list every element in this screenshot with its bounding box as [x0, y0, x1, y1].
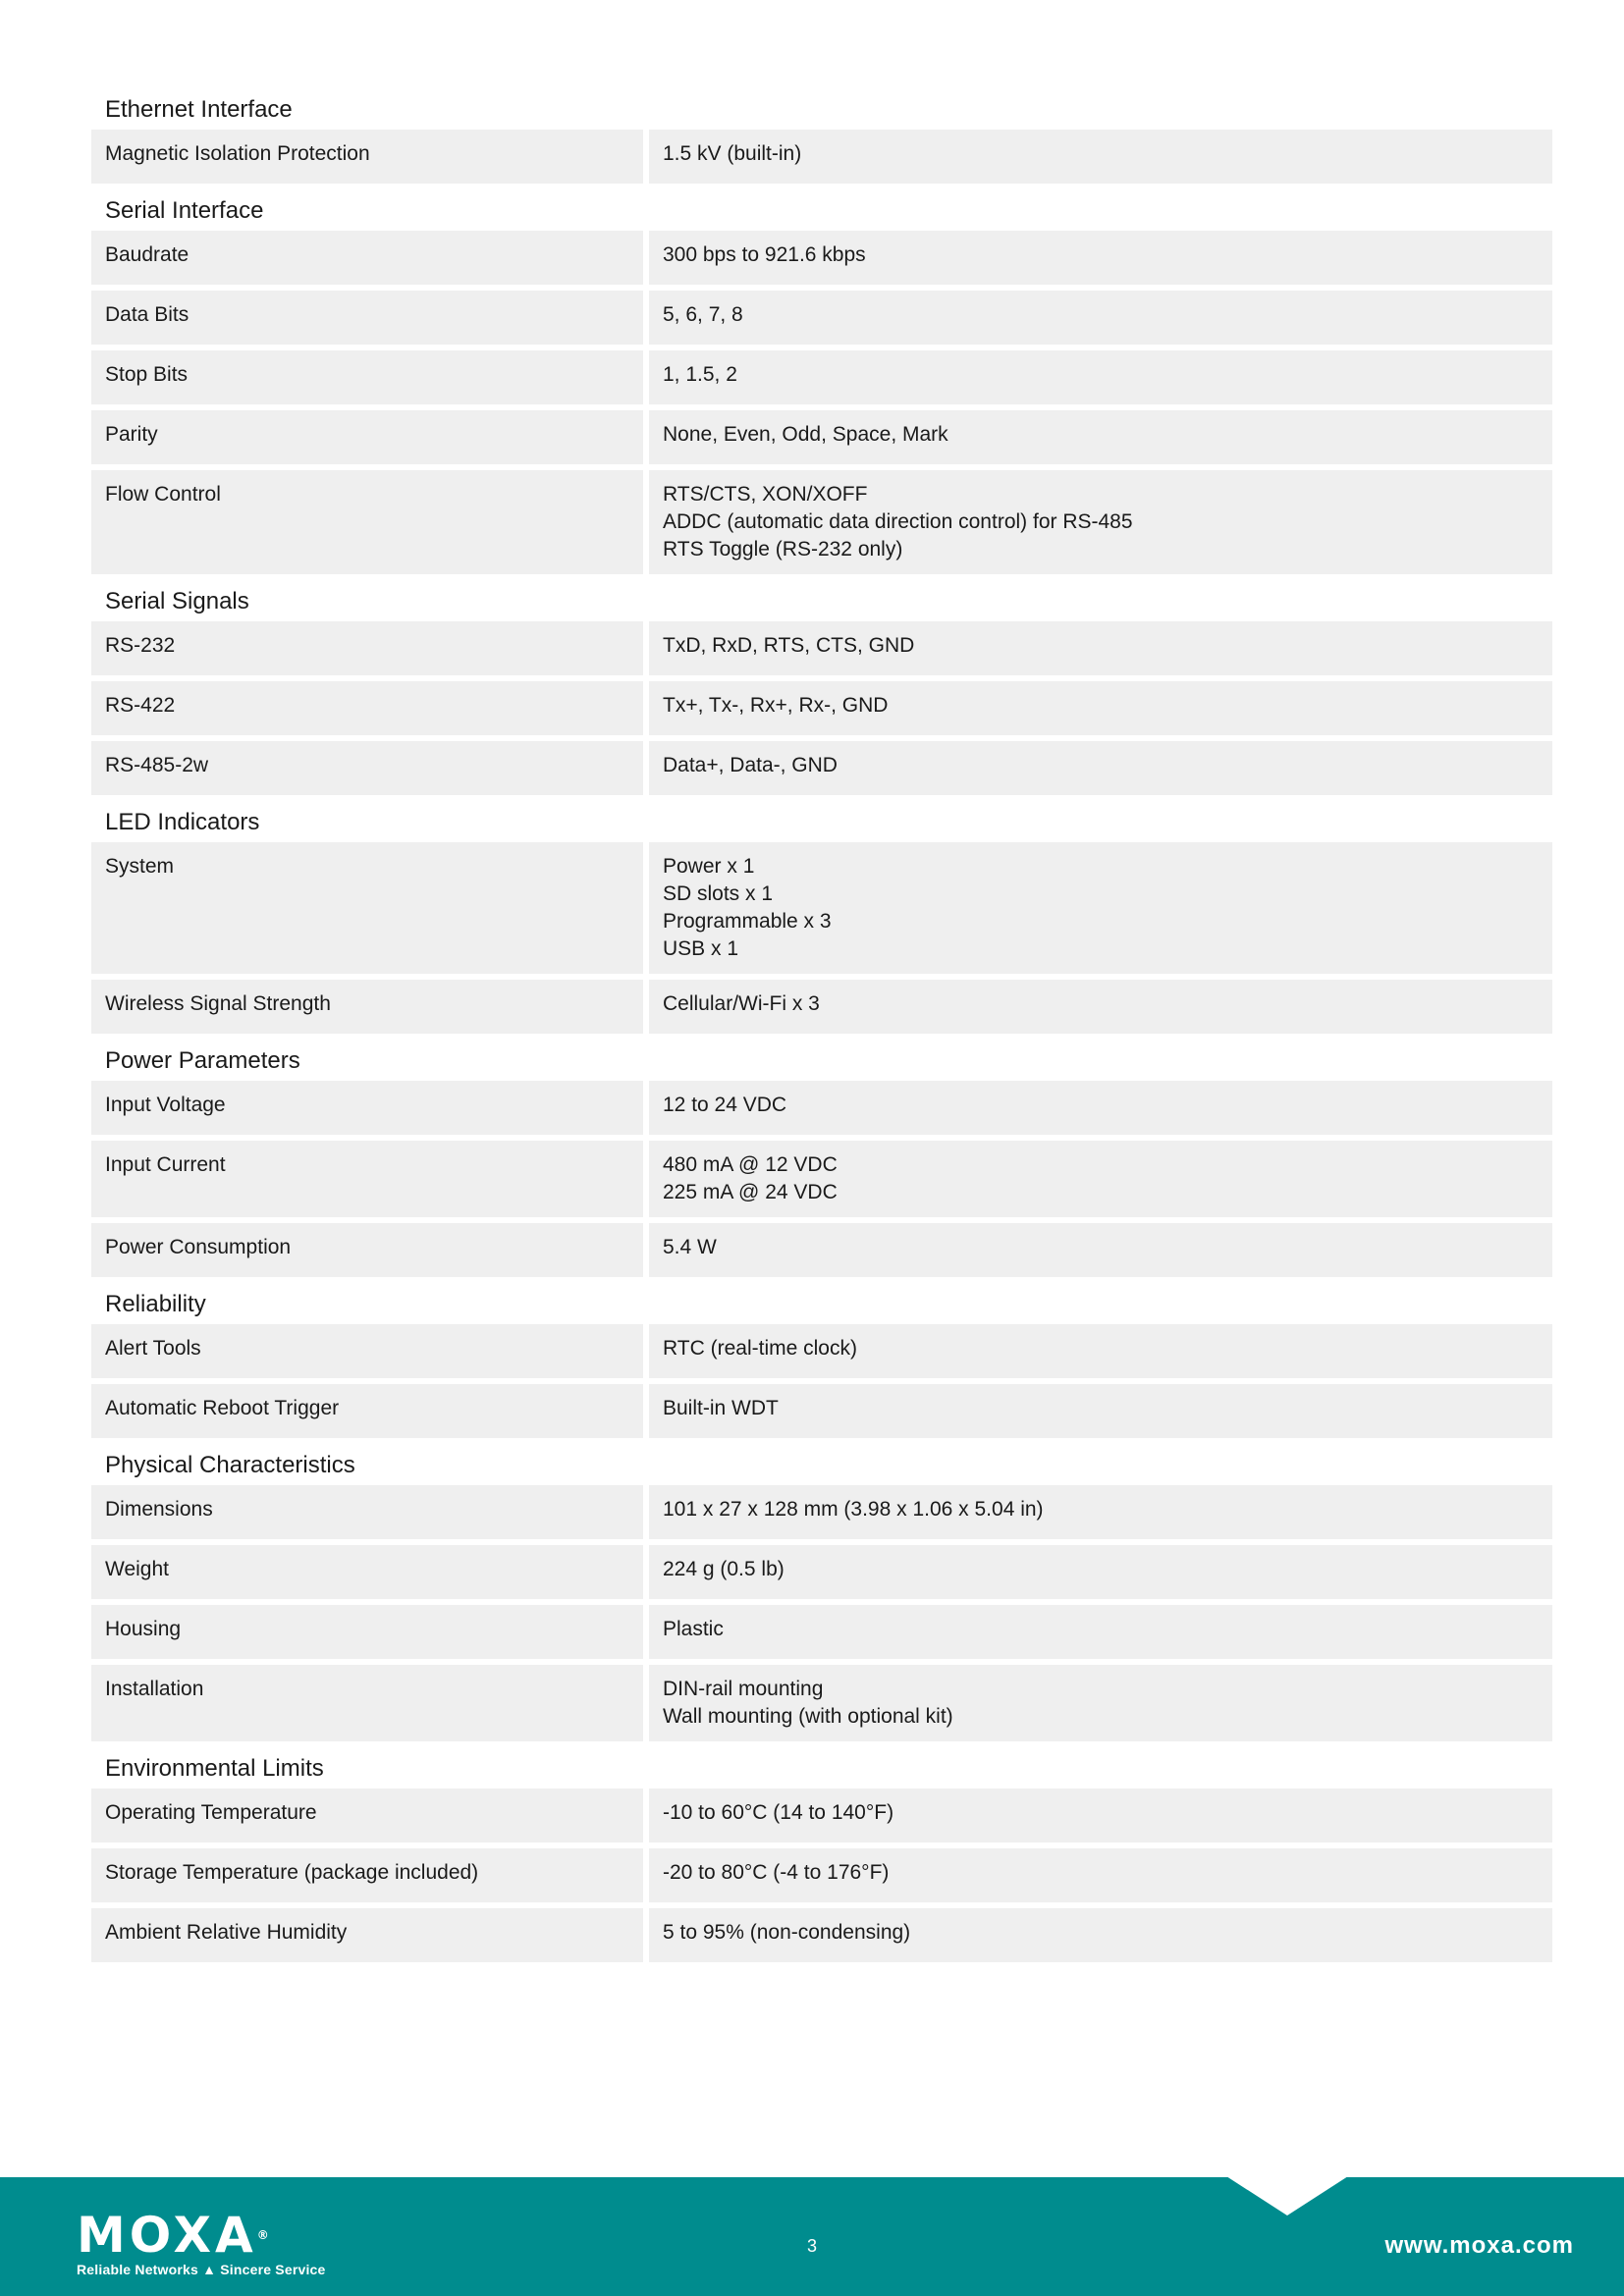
section-title: Environmental Limits: [105, 1755, 324, 1782]
spec-value: [649, 1485, 1552, 1539]
logo-tagline: Reliable Networks ▲ Sincere Service: [77, 2262, 326, 2277]
spec-value-line: -20 to 80°C (-4 to 176°F): [663, 1861, 890, 1884]
spec-label: Housing: [91, 1605, 643, 1659]
spec-value: [649, 130, 1552, 184]
spec-value-line: ADDC (automatic data direction control) for RS-485: [663, 510, 1133, 533]
spec-value: [649, 1789, 1552, 1842]
section-title: Reliability: [105, 1291, 206, 1317]
spec-row: [91, 291, 1552, 345]
spec-row: [91, 1384, 1552, 1438]
spec-value-line: Data+, Data-, GND: [663, 754, 838, 776]
spec-section: [91, 191, 1552, 574]
spec-section: [91, 1749, 1552, 1962]
spec-row: [91, 1605, 1552, 1659]
spec-value-line: Wall mounting (with optional kit): [663, 1705, 953, 1728]
spec-value-line: 5.4 W: [663, 1236, 717, 1258]
spec-value: [649, 741, 1552, 795]
section-title: LED Indicators: [105, 809, 260, 835]
section-title: Ethernet Interface: [105, 96, 293, 123]
spec-value: [649, 1324, 1552, 1378]
spec-value-line: 1, 1.5, 2: [663, 363, 737, 386]
spec-value-line: 1.5 kV (built-in): [663, 142, 802, 165]
spec-value-line: 224 g (0.5 lb): [663, 1558, 785, 1580]
spec-section: [91, 1285, 1552, 1438]
spec-label: Dimensions: [91, 1485, 643, 1539]
spec-value-line: 12 to 24 VDC: [663, 1094, 787, 1116]
spec-label: Data Bits: [91, 291, 643, 345]
spec-row: [91, 130, 1552, 184]
spec-label: Flow Control: [91, 470, 643, 574]
spec-value-line: SD slots x 1: [663, 882, 774, 905]
spec-section: [91, 1446, 1552, 1741]
spec-value-line: RTS/CTS, XON/XOFF: [663, 483, 868, 506]
spec-value: [649, 621, 1552, 675]
spec-section: [91, 1041, 1552, 1277]
spec-table: [91, 90, 1552, 1968]
spec-label: RS-232: [91, 621, 643, 675]
spec-value-line: Programmable x 3: [663, 910, 832, 933]
spec-label: Input Current: [91, 1141, 643, 1217]
spec-value: [649, 1384, 1552, 1438]
spec-label: Stop Bits: [91, 350, 643, 404]
logo-registered-mark: ®: [256, 2228, 273, 2242]
spec-row: [91, 1223, 1552, 1277]
spec-value: [649, 980, 1552, 1034]
spec-value: [649, 1081, 1552, 1135]
spec-value: [649, 470, 1552, 574]
spec-row: [91, 621, 1552, 675]
spec-value-line: 300 bps to 921.6 kbps: [663, 243, 866, 266]
spec-section: [91, 90, 1552, 184]
spec-value-line: USB x 1: [663, 937, 739, 960]
spec-label: Parity: [91, 410, 643, 464]
spec-row: [91, 1485, 1552, 1539]
spec-label: Operating Temperature: [91, 1789, 643, 1842]
spec-value-line: TxD, RxD, RTS, CTS, GND: [663, 634, 915, 657]
spec-value-line: 101 x 27 x 128 mm (3.98 x 1.06 x 5.04 in): [663, 1498, 1044, 1521]
spec-value-line: 480 mA @ 12 VDC: [663, 1153, 838, 1176]
website-link[interactable]: www.moxa.com: [1384, 2232, 1574, 2259]
spec-label: System: [91, 842, 643, 974]
spec-value: [649, 350, 1552, 404]
spec-value: [649, 1848, 1552, 1902]
spec-label: Power Consumption: [91, 1223, 643, 1277]
spec-row: [91, 980, 1552, 1034]
spec-value-line: Power x 1: [663, 855, 755, 878]
spec-label: Alert Tools: [91, 1324, 643, 1378]
spec-label: RS-422: [91, 681, 643, 735]
spec-row: [91, 1545, 1552, 1599]
spec-value-line: Plastic: [663, 1618, 724, 1640]
spec-label: Wireless Signal Strength: [91, 980, 643, 1034]
spec-value-line: RTC (real-time clock): [663, 1337, 857, 1360]
footer-bar: [0, 2177, 1624, 2296]
moxa-logo: [77, 2207, 326, 2277]
spec-value: [649, 1665, 1552, 1741]
spec-value-line: 5 to 95% (non-condensing): [663, 1921, 911, 1944]
section-title: Physical Characteristics: [105, 1452, 355, 1478]
spec-label: Ambient Relative Humidity: [91, 1908, 643, 1962]
spec-row: [91, 1789, 1552, 1842]
spec-value-line: Tx+, Tx-, Rx+, Rx-, GND: [663, 694, 889, 717]
spec-section: [91, 582, 1552, 795]
spec-label: RS-485-2w: [91, 741, 643, 795]
spec-row: [91, 410, 1552, 464]
spec-value: [649, 410, 1552, 464]
spec-row: [91, 1324, 1552, 1378]
spec-value-line: 225 mA @ 24 VDC: [663, 1181, 838, 1203]
spec-row: [91, 1848, 1552, 1902]
spec-label: Magnetic Isolation Protection: [91, 130, 643, 184]
logo-wordmark: MOXA: [77, 2207, 257, 2264]
spec-value: [649, 1605, 1552, 1659]
spec-label: Baudrate: [91, 231, 643, 285]
spec-label: Automatic Reboot Trigger: [91, 1384, 643, 1438]
spec-value-line: None, Even, Odd, Space, Mark: [663, 423, 948, 446]
section-title: Power Parameters: [105, 1047, 300, 1074]
spec-value-line: 5, 6, 7, 8: [663, 303, 743, 326]
spec-section: [91, 803, 1552, 1034]
section-title: Serial Interface: [105, 197, 264, 224]
spec-row: [91, 741, 1552, 795]
spec-value-line: Cellular/Wi-Fi x 3: [663, 992, 820, 1015]
spec-value-line: RTS Toggle (RS-232 only): [663, 538, 903, 561]
spec-row: [91, 470, 1552, 574]
spec-value-line: Built-in WDT: [663, 1397, 779, 1419]
spec-row: [91, 1081, 1552, 1135]
spec-row: [91, 350, 1552, 404]
spec-value-line: DIN-rail mounting: [663, 1678, 824, 1700]
spec-label: Installation: [91, 1665, 643, 1741]
spec-row: [91, 842, 1552, 974]
spec-value: [649, 1223, 1552, 1277]
spec-value-line: -10 to 60°C (14 to 140°F): [663, 1801, 894, 1824]
spec-label: Weight: [91, 1545, 643, 1599]
spec-label: Input Voltage: [91, 1081, 643, 1135]
spec-value: [649, 842, 1552, 974]
spec-row: [91, 681, 1552, 735]
spec-value: [649, 291, 1552, 345]
spec-value: [649, 1141, 1552, 1217]
section-title: Serial Signals: [105, 588, 249, 614]
spec-value: [649, 1908, 1552, 1962]
page-number: 3: [806, 2236, 817, 2256]
spec-row: [91, 1141, 1552, 1217]
spec-value: [649, 681, 1552, 735]
footer-notch: [1226, 2176, 1348, 2216]
spec-row: [91, 1908, 1552, 1962]
spec-value: [649, 1545, 1552, 1599]
spec-row: [91, 1665, 1552, 1741]
spec-label: Storage Temperature (package included): [91, 1848, 643, 1902]
spec-value: [649, 231, 1552, 285]
spec-row: [91, 231, 1552, 285]
